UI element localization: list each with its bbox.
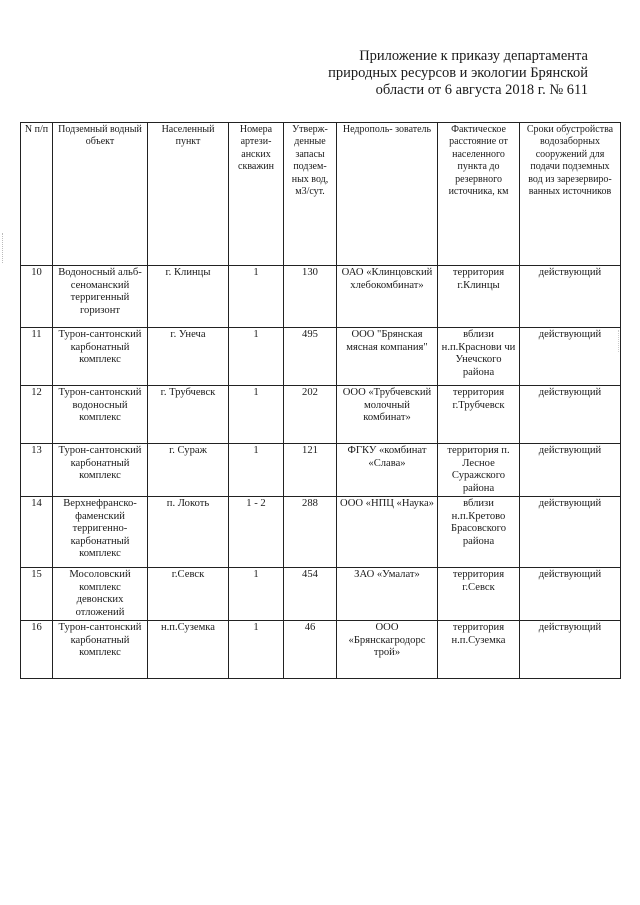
- col-header-wells: Номера артези- анских скважин: [229, 123, 284, 266]
- table-row: [21, 386, 621, 444]
- header-line-1: Приложение к приказу департамента: [359, 48, 588, 64]
- cell-distance: территория н.п.Суземка: [438, 621, 520, 679]
- cell-wells: 1 - 2: [229, 497, 284, 568]
- cell-distance: вблизи н.п.Краснови чи Унечского района: [438, 328, 520, 386]
- cell-status: действующий: [520, 328, 621, 386]
- scan-margin-mark: [2, 233, 9, 263]
- table-row: [21, 328, 621, 386]
- table-row: [21, 444, 621, 497]
- cell-number: 13: [21, 444, 53, 497]
- cell-distance: вблизи н.п.Кретово Брасовского района: [438, 497, 520, 568]
- cell-locality: г.Севск: [148, 568, 229, 621]
- cell-wells: 1: [229, 568, 284, 621]
- col-header-reserves: Утверж- денные запасы подзем- ных вод, м3/сут.: [284, 123, 337, 266]
- table-row: [21, 621, 621, 679]
- col-header-water-object: Подземный водный объект: [53, 123, 148, 266]
- cell-reserves: 130: [284, 266, 337, 328]
- cell-number: 16: [21, 621, 53, 679]
- table-header-row: [21, 123, 621, 266]
- cell-status: действующий: [520, 497, 621, 568]
- cell-wells: 1: [229, 328, 284, 386]
- cell-water-object: Турон-сантонский карбонатный комплекс: [53, 444, 148, 497]
- cell-reserves: 454: [284, 568, 337, 621]
- cell-number: 10: [21, 266, 53, 328]
- document-header: [268, 48, 588, 99]
- header-line-2: природных ресурсов и экологии Брянской: [328, 65, 588, 81]
- cell-distance: территория п. Лесное Суражского района: [438, 444, 520, 497]
- col-header-number: N п/п: [21, 123, 53, 266]
- cell-number: 11: [21, 328, 53, 386]
- cell-status: действующий: [520, 266, 621, 328]
- cell-subsoil-user: ФГКУ «комбинат «Слава»: [337, 444, 438, 497]
- cell-water-object: Турон-сантонский карбонатный комплекс: [53, 621, 148, 679]
- cell-locality: г. Клинцы: [148, 266, 229, 328]
- cell-status: действующий: [520, 621, 621, 679]
- cell-number: 14: [21, 497, 53, 568]
- cell-water-object: Турон-сантонский водоносный комплекс: [53, 386, 148, 444]
- cell-water-object: Турон-сантонский карбонатный комплекс: [53, 328, 148, 386]
- cell-locality: г. Унеча: [148, 328, 229, 386]
- cell-subsoil-user: ООО "Брянская мясная компания": [337, 328, 438, 386]
- water-sources-table: [20, 122, 621, 679]
- cell-status: действующий: [520, 568, 621, 621]
- cell-distance: территория г.Севск: [438, 568, 520, 621]
- cell-locality: н.п.Суземка: [148, 621, 229, 679]
- cell-subsoil-user: ЗАО «Умалат»: [337, 568, 438, 621]
- cell-water-object: Водоносный альб-сеноманский терригенный горизонт: [53, 266, 148, 328]
- table-row: [21, 266, 621, 328]
- cell-subsoil-user: ООО «Брянскагродорс трой»: [337, 621, 438, 679]
- table-row: [21, 568, 621, 621]
- cell-status: действующий: [520, 444, 621, 497]
- cell-number: 15: [21, 568, 53, 621]
- cell-reserves: 202: [284, 386, 337, 444]
- cell-locality: г. Трубчевск: [148, 386, 229, 444]
- cell-subsoil-user: ООО «Трубчевский молочный комбинат»: [337, 386, 438, 444]
- cell-wells: 1: [229, 266, 284, 328]
- cell-water-object: Верхнефранско-фаменский терригенно-карбонатный комплекс: [53, 497, 148, 568]
- cell-water-object: Мосоловский комплекс девонских отложений: [53, 568, 148, 621]
- cell-locality: г. Сураж: [148, 444, 229, 497]
- cell-subsoil-user: ОАО «Клинцовский хлебокомбинат»: [337, 266, 438, 328]
- cell-reserves: 46: [284, 621, 337, 679]
- col-header-locality: Населенный пункт: [148, 123, 229, 266]
- table-row: [21, 497, 621, 568]
- col-header-distance: Фактическое расстояние от населенного пункта до резервного источника, км: [438, 123, 520, 266]
- col-header-deadline: Сроки обустройства водозаборных сооружений для подачи подземных вод из зарезервиро- ванных источников: [520, 123, 621, 266]
- cell-status: действующий: [520, 386, 621, 444]
- cell-subsoil-user: ООО «НПЦ «Наука»: [337, 497, 438, 568]
- cell-reserves: 288: [284, 497, 337, 568]
- cell-number: 12: [21, 386, 53, 444]
- header-line-3: области от 6 августа 2018 г. № 611: [375, 82, 588, 98]
- cell-distance: территория г.Клинцы: [438, 266, 520, 328]
- col-header-subsoil-user: Недрополь- зователь: [337, 123, 438, 266]
- cell-locality: п. Локоть: [148, 497, 229, 568]
- cell-wells: 1: [229, 444, 284, 497]
- cell-distance: территория г.Трубчевск: [438, 386, 520, 444]
- cell-wells: 1: [229, 386, 284, 444]
- cell-reserves: 495: [284, 328, 337, 386]
- cell-wells: 1: [229, 621, 284, 679]
- cell-reserves: 121: [284, 444, 337, 497]
